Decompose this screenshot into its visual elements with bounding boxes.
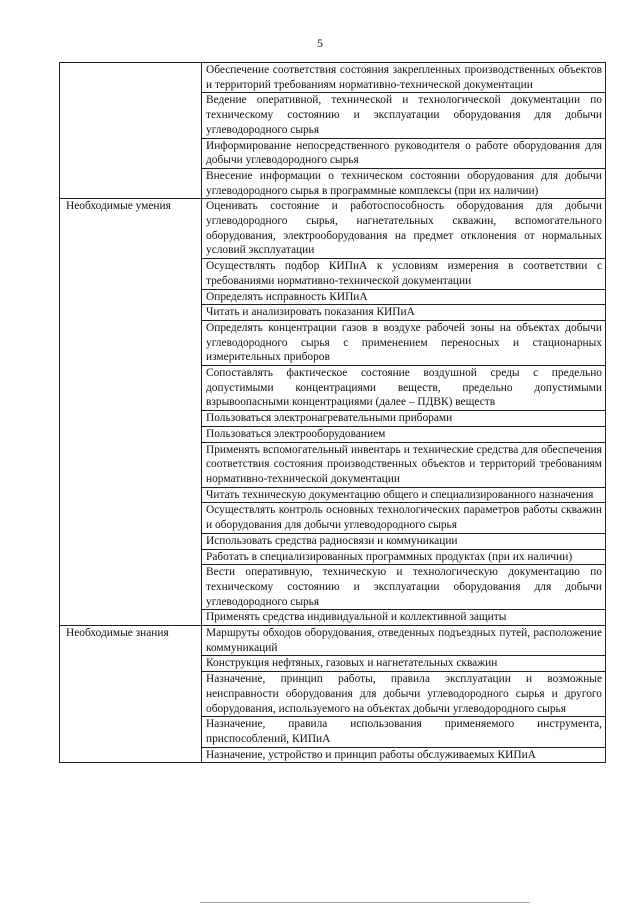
requirement-item: Применять средства индивидуальной и коллективной защиты [202,610,606,626]
requirement-item: Назначение, принцип работы, правила эксплуатации и возможные неисправности оборудования для добычи углеводородного сырья и другого оборудования, используемого на объектах добычи углеводородного сырья [202,672,606,717]
table-row [60,63,606,93]
group-label: Необходимые умения [60,199,202,626]
requirement-item: Работать в специализированных программных продуктах (при их наличии) [202,549,606,565]
requirement-item: Читать техническую документацию общего и специализированного назначения [202,487,606,503]
requirement-item: Обеспечение соответствия состояния закрепленных производственных объектов и территорий требованиям нормативно-технической документации [202,63,606,93]
requirement-item: Внесение информации о техническом состоянии оборудования для добычи углеводородного сырья в программные комплексы (при их наличии) [202,168,606,198]
requirement-item: Осуществлять контроль основных технологических параметров работы скважин и оборудования для добычи углеводородного сырья [202,503,606,533]
requirement-item: Осуществлять подбор КИПиА к условиям измерения в соответствии с требованиями нормативно-технической документации [202,259,606,289]
requirement-item: Оценивать состояние и работоспособность оборудования для добычи углеводородного сырья, нагнетательных скважин, вспомогательного оборудования, электрооборудования на предмет отклонения от нормальных условий эксплуатации [202,199,606,259]
requirement-item: Ведение оперативной, технической и технологической документации по техническому состоянию и эксплуатации оборудования для добычи углеводородного сырья [202,93,606,138]
requirement-item: Определять концентрации газов в воздухе рабочей зоны на объектах добычи углеводородного сырья с применением переносных и стационарных измерительных приборов [202,320,606,365]
requirement-item: Конструкция нефтяных, газовых и нагнетательных скважин [202,656,606,672]
table-row [60,626,606,656]
requirement-item: Пользоваться электронагревательными приборами [202,411,606,427]
requirements-table [59,62,606,763]
requirement-item: Использовать средства радиосвязи и коммуникации [202,533,606,549]
requirement-item: Сопоставлять фактическое состояние воздушной среды с предельно допустимыми концентрациями веществ, предельно допустимыми взрывоопасными концентрациями (далее – ПДВК) веществ [202,366,606,411]
requirement-item: Пользоваться электрооборудованием [202,426,606,442]
group-label [60,63,202,199]
requirement-item: Информирование непосредственного руководителя о работе оборудования для добычи углеводородного сырья [202,138,606,168]
requirement-item: Определять исправность КИПиА [202,289,606,305]
requirement-item: Назначение, устройство и принцип работы обслуживаемых КИПиА [202,747,606,763]
page-bottom-divider [200,902,530,903]
requirement-item: Назначение, правила использования применяемого инструмента, приспособлений, КИПиА [202,717,606,747]
group-label: Необходимые знания [60,626,202,763]
requirement-item: Читать и анализировать показания КИПиА [202,305,606,321]
requirement-item: Маршруты обходов оборудования, отведенных подъездных путей, расположение коммуникаций [202,626,606,656]
page-number: 5 [317,36,323,50]
requirement-item: Применять вспомогательный инвентарь и технические средства для обеспечения соответствия состояния производственных объектов и территорий требованиям нормативно-технической документации [202,442,606,487]
table-row [60,199,606,259]
requirement-item: Вести оперативную, техническую и технологическую документацию по техническому состоянию и эксплуатации оборудования для добычи углеводородного сырья [202,565,606,610]
